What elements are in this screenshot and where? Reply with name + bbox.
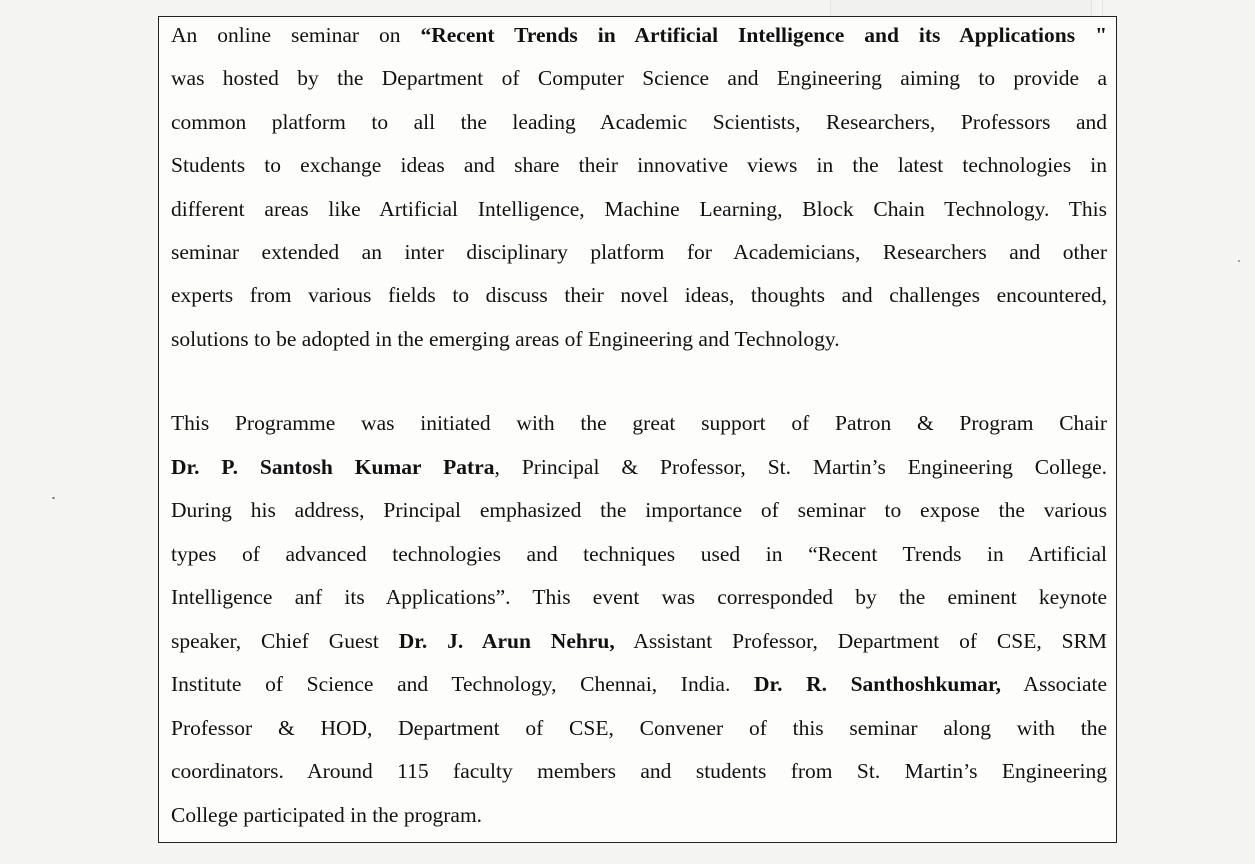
text-line [171, 668, 1107, 712]
text-line [171, 193, 1107, 236]
text-line [171, 149, 1107, 192]
text-line [171, 106, 1107, 149]
text-run: Institute of Science and Technology, Chennai, India. [171, 672, 754, 696]
scan-speck [52, 497, 55, 499]
text-line [171, 19, 1107, 62]
text-run: , Principal & Professor, St. Martin’s Engineering College. [494, 454, 1108, 479]
text-run: Assistant Professor, Department of CSE, SRM [614, 628, 1107, 653]
text-line [171, 451, 1107, 495]
text-run: solutions to be adopted in the emerging areas of Engineering and Technology. [171, 326, 840, 351]
text-line [171, 538, 1107, 582]
text-run: An online seminar on [171, 23, 421, 47]
text-line [171, 712, 1107, 756]
programme-details-paragraph [171, 407, 1107, 842]
text-run: Associate [1000, 672, 1108, 696]
text-run: common platform to all the leading Academic Scientists, Researchers, Professors and [171, 109, 1107, 134]
text-line [171, 625, 1107, 669]
text-run: Dr. J. Arun Nehru, [398, 628, 615, 653]
text-run: Dr. P. Santosh Kumar Patra [171, 454, 495, 479]
text-line [171, 323, 1107, 366]
text-run: During his address, Principal emphasized the importance of seminar to expose the various [171, 498, 1107, 522]
text-run: College participated in the program. [171, 802, 483, 827]
text-line [171, 581, 1107, 625]
text-run: different areas like Artificial Intelligence, Machine Learning, Block Chain Technology. This [171, 196, 1107, 221]
text-run: This Programme was initiated with the great support of Patron & Program Chair [171, 411, 1107, 435]
text-line [171, 755, 1107, 799]
text-run: coordinators. Around 115 faculty members and students from St. Martin’s Engineering [171, 759, 1107, 783]
text-line [171, 62, 1107, 105]
text-line [171, 279, 1107, 322]
text-line [171, 407, 1107, 451]
text-run: Students to exchange ideas and share their innovative views in the latest technologies in [171, 153, 1107, 178]
text-line [171, 236, 1107, 279]
text-line [171, 799, 1107, 843]
text-run: seminar extended an inter disciplinary platform for Academicians, Researchers and other [171, 239, 1107, 264]
text-run: types of advanced technologies and techniques used in “Recent Trends in Artificial [171, 541, 1107, 566]
text-line [171, 494, 1107, 538]
text-run: Professor & HOD, Department of CSE, Convener of this seminar along with the [171, 715, 1107, 740]
text-run: “Recent Trends in Artificial Intelligence and its Applications " [420, 23, 1108, 47]
text-run: speaker, Chief Guest [171, 628, 399, 653]
text-run: Intelligence anf its Applications”. This event was corresponded by the eminent keynote [171, 585, 1107, 609]
text-run: experts from various fields to discuss their novel ideas, thoughts and challenges encountered, [171, 283, 1107, 308]
scan-speck [1238, 260, 1240, 262]
text-run: Dr. R. Santhoshkumar, [753, 672, 1001, 696]
seminar-report-box [158, 16, 1117, 843]
seminar-intro-paragraph [171, 19, 1107, 366]
text-run: was hosted by the Department of Computer Science and Engineering aiming to provide a [171, 66, 1107, 91]
